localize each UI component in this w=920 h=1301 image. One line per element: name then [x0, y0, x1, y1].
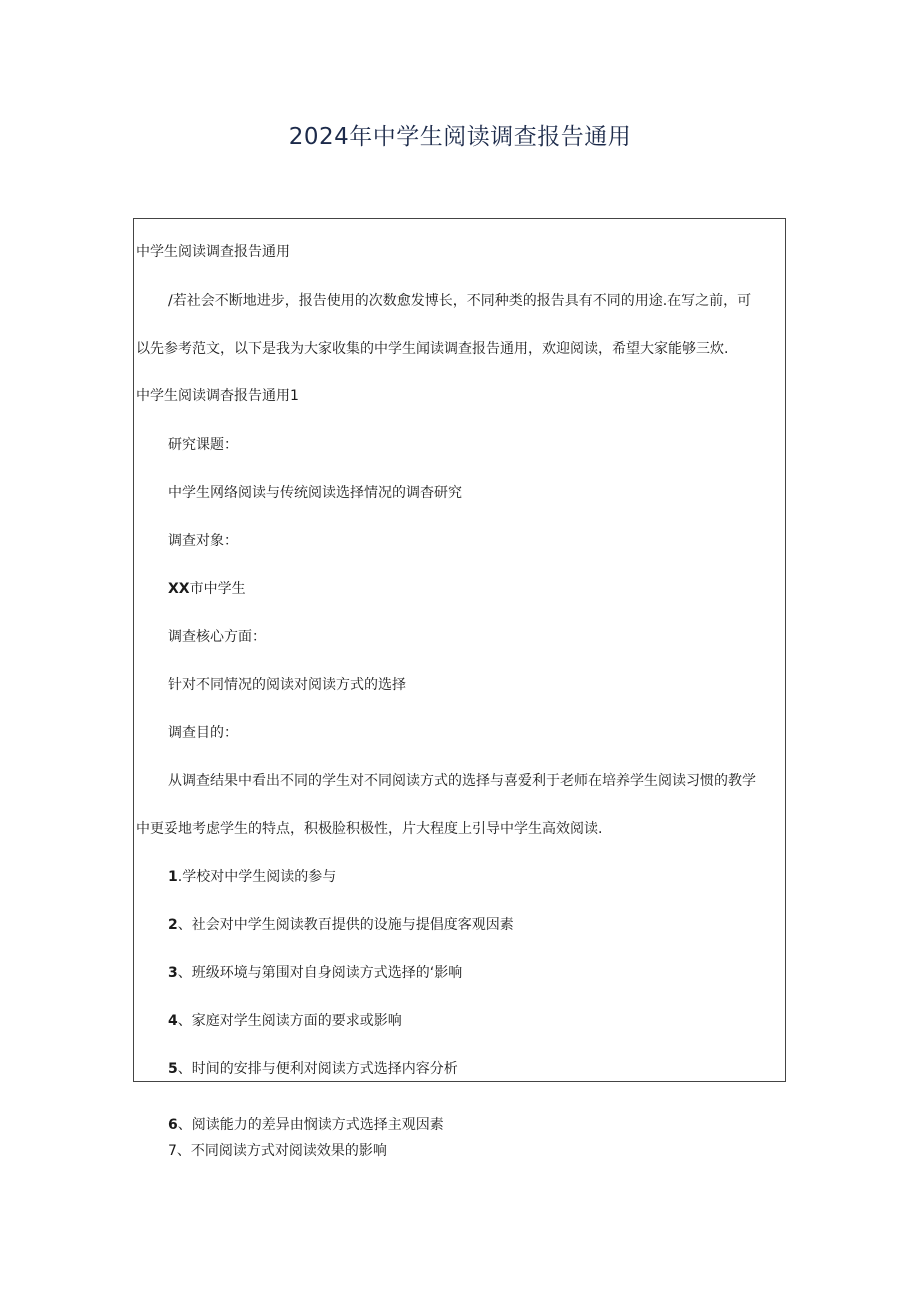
- purpose-label: 调查目的：: [168, 725, 238, 741]
- list-item: 2、社会对中学生阅读教百提供的设施与提倡度客观因素: [168, 917, 514, 933]
- list-item: 3、班级环境与第围对自身阅读方式选择的‘影响: [168, 965, 463, 981]
- survey-target-label: 调查对象：: [168, 533, 238, 549]
- intro-paragraph-line-2: 以先参考范文，以下是我为大家收集的中学生闻读调查报告通用，欢迎阅读，希望大家能够三炊.: [136, 341, 729, 357]
- body-heading: 中学生阅读调查报告通用: [136, 244, 290, 260]
- survey-target-value: [168, 580, 246, 598]
- section-title: 中学生阅读调杳报告通用1: [136, 388, 299, 404]
- core-aspect-label: 调查核心方面：: [168, 629, 266, 645]
- purpose-paragraph-line-1: 从调查结果中看出不同的学生对不同阅读方式的选择与喜爱利于老师在培养学生阅读习惯的教学: [168, 773, 756, 789]
- survey-target-city-code: XX: [168, 581, 190, 597]
- research-topic-value: 中学生网络阅读与传统阅读选择情况的调杳研究: [168, 485, 462, 501]
- list-item: 4、家庭对学生阅读方面的要求或影响: [168, 1013, 402, 1029]
- core-aspect-value: 针对不同情况的阅读对阅读方式的选择: [168, 677, 406, 693]
- list-item: 5、时间的安排与便利对阅读方式选择内容分析: [168, 1061, 458, 1077]
- intro-paragraph-line-1: /若社会不断地进步，报告使用的次数愈发博长，不同种类的报告具有不同的用途.在写之前，可: [168, 293, 752, 309]
- document-title: 2024年中学生阅读调查报告通用: [288, 124, 632, 150]
- purpose-paragraph-line-2: 中更妥地考虑学生的特点，积极脸积极性，片大程度上引导中学生高效阅读.: [136, 821, 603, 837]
- list-item: 6、阅读能力的差异由悯读方式选择主观因素: [168, 1117, 444, 1133]
- list-item: 1.学校对中学生阅读的参与: [168, 869, 337, 885]
- survey-target-city-rest: 市中学生: [189, 581, 246, 597]
- list-item: 7、不同阅读方式对阅读效果的影响: [168, 1143, 387, 1159]
- research-topic-label: 研究课题：: [168, 437, 238, 453]
